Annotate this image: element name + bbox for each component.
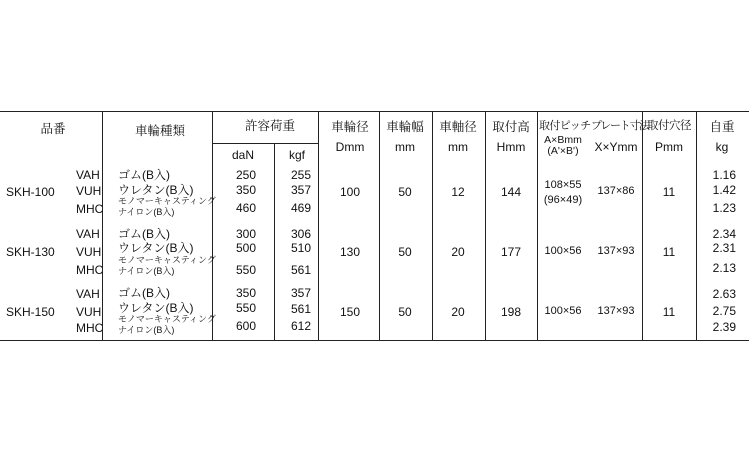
- load-kgf-value: 561: [290, 263, 311, 277]
- header-weight: 自重: [709, 120, 735, 134]
- header-wheel-width-unit: mm: [395, 140, 415, 154]
- weight-value: 1.23: [712, 201, 736, 215]
- wheel-type-value: ウレタン(B入): [118, 241, 194, 255]
- model-code: VAH: [76, 168, 100, 182]
- load-dan-value: 300: [235, 227, 256, 241]
- weight-value: 1.16: [712, 168, 736, 182]
- header-plate-size-unit: X×Ymm: [594, 140, 638, 154]
- header-unit-dan: daN: [231, 148, 255, 162]
- axle-diameter-value: 12: [451, 185, 465, 199]
- load-unit-rule: [212, 143, 318, 144]
- column-divider: [379, 111, 380, 341]
- header-plate-size: プレート寸法: [591, 120, 649, 132]
- part-number: SKH-100: [6, 185, 55, 199]
- weight-value: 1.42: [712, 183, 736, 197]
- load-dan-value: 460: [235, 201, 256, 215]
- weight-value: 2.63: [712, 287, 736, 301]
- column-divider: [537, 111, 538, 341]
- load-dan-value: 500: [235, 241, 256, 255]
- header-mount-pitch-sub1: A×Bmm: [544, 134, 582, 146]
- mount-pitch-value: 108×55: [544, 179, 582, 191]
- load-kgf-value: 469: [290, 201, 311, 215]
- header-wheel-diameter: 車輪径: [331, 120, 369, 134]
- axle-diameter-value: 20: [451, 305, 465, 319]
- wheel-diameter-value: 150: [339, 305, 361, 319]
- load-unit-divider: [274, 143, 275, 341]
- wheel-width-value: 50: [398, 185, 412, 199]
- column-divider: [696, 111, 697, 341]
- wheel-width-value: 50: [398, 245, 412, 259]
- column-divider: [102, 111, 103, 341]
- wheel-type-value: モノマーキャスティング: [118, 196, 216, 206]
- load-dan-value: 550: [235, 301, 256, 315]
- axle-diameter-value: 20: [451, 245, 465, 259]
- wheel-diameter-value: 130: [339, 245, 361, 259]
- load-kgf-value: 561: [290, 302, 311, 316]
- header-mount-hole-unit: Pmm: [655, 140, 683, 154]
- header-mount-hole: 取付穴径: [647, 120, 691, 132]
- header-weight-unit: kg: [715, 140, 729, 154]
- mount-pitch-value: 100×56: [544, 245, 582, 257]
- wheel-diameter-value: 100: [339, 185, 361, 199]
- load-kgf-value: 357: [290, 286, 311, 300]
- wheel-type-value: ゴム(B入): [118, 286, 170, 300]
- header-axle-diameter: 車軸径: [439, 120, 477, 134]
- model-code: VUH: [76, 184, 102, 198]
- weight-value: 2.39: [712, 320, 736, 334]
- column-divider: [318, 111, 319, 341]
- load-dan-value: 550: [235, 263, 256, 277]
- load-dan-value: 250: [235, 168, 256, 182]
- weight-value: 2.34: [712, 227, 736, 241]
- wheel-type-value-line2: ナイロン(B入): [118, 266, 175, 276]
- wheel-type-value: モノマーキャスティング: [118, 255, 216, 265]
- header-wheel-width: 車輪幅: [386, 120, 424, 134]
- wheel-type-value: ウレタン(B入): [118, 301, 194, 315]
- mount-hole-value: 11: [662, 245, 676, 259]
- header-allowable-load: 許容荷重: [244, 119, 296, 133]
- header-wheel-type: 車輪種類: [134, 124, 186, 138]
- wheel-type-value: ゴム(B入): [118, 227, 170, 241]
- weight-value: 2.75: [712, 304, 736, 318]
- load-kgf-value: 510: [290, 241, 311, 255]
- model-code: VAH: [76, 287, 100, 301]
- mount-hole-value: 11: [662, 305, 676, 319]
- wheel-width-value: 50: [398, 305, 412, 319]
- model-code: MHC: [76, 263, 104, 277]
- mount-hole-value: 11: [662, 185, 676, 199]
- mount-pitch-alt-value: (96×49): [543, 194, 583, 206]
- model-code: VAH: [76, 227, 100, 241]
- weight-value: 2.13: [712, 261, 736, 275]
- header-mount-height: 取付高: [492, 120, 530, 134]
- mount-height-value: 144: [500, 185, 522, 199]
- load-dan-value: 600: [235, 319, 256, 333]
- header-mount-pitch-sub2: (A'×B'): [547, 145, 579, 157]
- mount-height-value: 177: [500, 245, 522, 259]
- header-mount-height-unit: Hmm: [496, 140, 526, 154]
- header-mount-pitch: 取付ピッチ: [539, 120, 591, 132]
- plate-size-value: 137×86: [597, 185, 635, 197]
- load-dan-value: 350: [235, 286, 256, 300]
- column-divider: [432, 111, 433, 341]
- load-kgf-value: 612: [290, 319, 311, 333]
- part-number: SKH-150: [6, 305, 55, 319]
- plate-size-value: 137×93: [597, 305, 635, 317]
- plate-size-value: 137×93: [597, 245, 635, 257]
- model-code: MHC: [76, 321, 104, 335]
- model-code: MHC: [76, 202, 104, 216]
- wheel-type-value: ウレタン(B入): [118, 183, 194, 197]
- model-code: VUH: [76, 245, 102, 259]
- column-divider: [485, 111, 486, 341]
- load-kgf-value: 255: [290, 168, 311, 182]
- part-number: SKH-130: [6, 245, 55, 259]
- header-part-no: 品番: [40, 122, 66, 136]
- column-divider: [642, 111, 643, 341]
- weight-value: 2.31: [712, 241, 736, 255]
- wheel-type-value: モノマーキャスティング: [118, 314, 216, 324]
- column-divider: [212, 111, 213, 341]
- wheel-type-value-line2: ナイロン(B入): [118, 207, 175, 217]
- header-wheel-diameter-unit: Dmm: [335, 140, 365, 154]
- header-unit-kgf: kgf: [288, 148, 306, 162]
- load-dan-value: 350: [235, 183, 256, 197]
- load-kgf-value: 306: [290, 227, 311, 241]
- wheel-type-value: ゴム(B入): [118, 168, 170, 182]
- mount-height-value: 198: [500, 305, 522, 319]
- load-kgf-value: 357: [290, 183, 311, 197]
- wheel-type-value-line2: ナイロン(B入): [118, 325, 175, 335]
- model-code: VUH: [76, 305, 102, 319]
- header-axle-diameter-unit: mm: [448, 140, 468, 154]
- mount-pitch-value: 100×56: [544, 305, 582, 317]
